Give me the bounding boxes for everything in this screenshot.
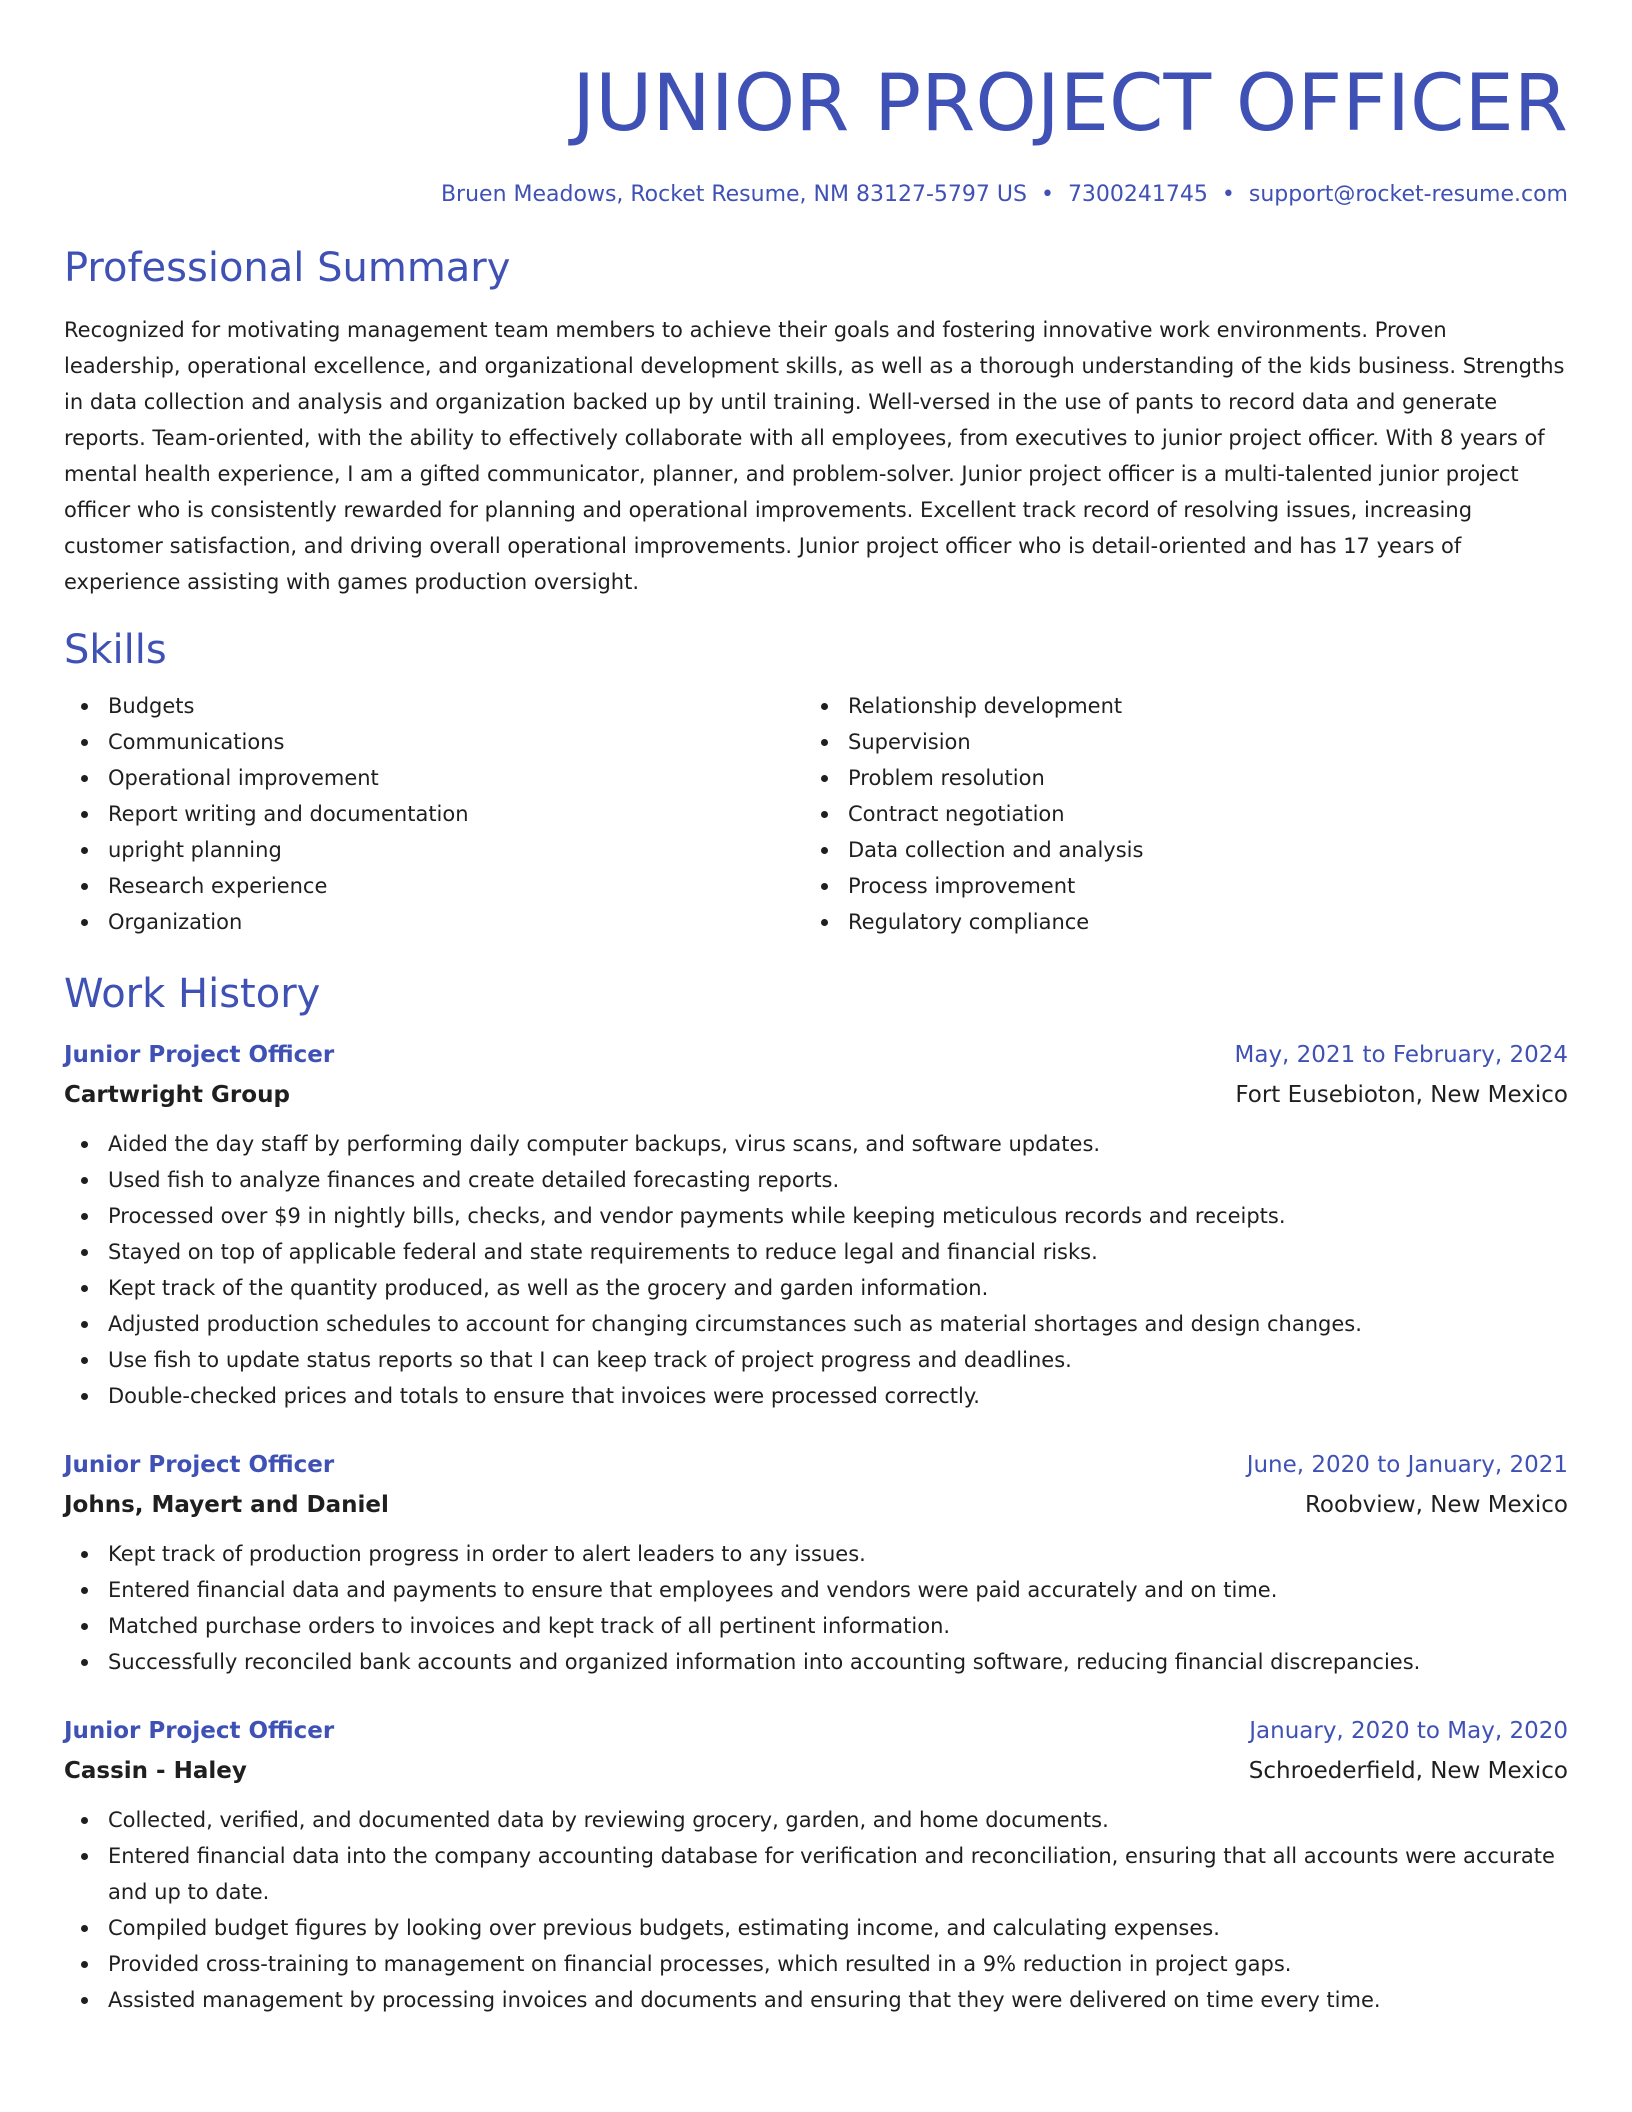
job-company-row (64, 1482, 1568, 1522)
work-history-heading: Work History (64, 971, 321, 1017)
job-bullet: Entered financial data and payments to ensure that employees and vendors were paid accurately and on time. (64, 1572, 1568, 1608)
skills-heading: Skills (64, 627, 167, 673)
skill-item: Report writing and documentation (64, 796, 804, 832)
skill-item: Relationship development (804, 688, 1544, 724)
job-bullet: Kept track of the quantity produced, as well as the grocery and garden information. (64, 1270, 1568, 1306)
job-title: Junior Project Officer (64, 1718, 335, 1744)
summary-heading: Professional Summary (64, 245, 511, 291)
job-bullet: Successfully reconciled bank accounts and organized information into accounting software, reducing financial discrepancies. (64, 1644, 1568, 1680)
job-bullet: Processed over $9 in nightly bills, checks, and vendor payments while keeping meticulous records and receipts. (64, 1198, 1568, 1234)
job-bullet: Double-checked prices and totals to ensure that invoices were processed correctly. (64, 1378, 1568, 1414)
skill-item: Contract negotiation (804, 796, 1544, 832)
job-bullet: Kept track of production progress in order to alert leaders to any issues. (64, 1536, 1568, 1572)
skill-item: Communications (64, 724, 804, 760)
job-bullet: Matched purchase orders to invoices and kept track of all pertinent information. (64, 1608, 1568, 1644)
contact-email[interactable]: support@rocket-resume.com (1248, 182, 1568, 207)
skill-item: Operational improvement (64, 760, 804, 796)
job-entry (64, 1714, 1568, 2018)
skill-item: Regulatory compliance (804, 904, 1544, 940)
job-title: Junior Project Officer (64, 1042, 335, 1068)
job-bullet: Collected, verified, and documented data by reviewing grocery, garden, and home documents. (64, 1802, 1568, 1838)
job-bullet: Assisted management by processing invoices and documents and ensuring that they were delivered on time every time. (64, 1982, 1568, 2018)
job-company-row (64, 1072, 1568, 1112)
job-location: Fort Eusebioton, New Mexico (1235, 1082, 1568, 1108)
job-company: Cassin - Haley (64, 1758, 247, 1784)
skill-item: Process improvement (804, 868, 1544, 904)
job-dates: January, 2020 to May, 2020 (1249, 1718, 1568, 1744)
skill-item: Research experience (64, 868, 804, 904)
skills-column-right (804, 688, 1544, 940)
job-bullets (64, 1802, 1568, 2018)
job-bullet: Provided cross-training to management on financial processes, which resulted in a 9% reduction in project gaps. (64, 1946, 1568, 1982)
job-dates: June, 2020 to January, 2021 (1246, 1452, 1568, 1478)
job-company: Cartwright Group (64, 1082, 290, 1108)
job-bullet: Compiled budget figures by looking over previous budgets, estimating income, and calculating expenses. (64, 1910, 1568, 1946)
job-location: Roobview, New Mexico (1304, 1492, 1568, 1518)
job-entry (64, 1038, 1568, 1414)
job-bullet: Use fish to update status reports so that I can keep track of project progress and deadlines. (64, 1342, 1568, 1378)
skills-column-left (64, 688, 804, 940)
job-bullet: Aided the day staff by performing daily computer backups, virus scans, and software updates. (64, 1126, 1568, 1162)
job-entry (64, 1448, 1568, 1680)
skill-item: Problem resolution (804, 760, 1544, 796)
job-bullet: Stayed on top of applicable federal and state requirements to reduce legal and financial risks. (64, 1234, 1568, 1270)
job-title: Junior Project Officer (64, 1452, 335, 1478)
skills-grid (64, 688, 1568, 940)
resume-title: JUNIOR PROJECT OFFICER (572, 59, 1568, 149)
contact-phone: 7300241745 (1067, 182, 1208, 207)
job-bullet: Used fish to analyze finances and create detailed forecasting reports. (64, 1162, 1568, 1198)
job-bullet: Entered financial data into the company accounting database for verification and reconciliation, ensuring that all accounts were accurate and up to date. (64, 1838, 1568, 1910)
contact-separator: • (1040, 182, 1054, 207)
job-bullets (64, 1126, 1568, 1414)
job-header-row (64, 1714, 1568, 1748)
contact-line (64, 180, 1568, 210)
skill-item: Organization (64, 904, 804, 940)
job-header-row (64, 1448, 1568, 1482)
contact-separator: • (1221, 182, 1235, 207)
skill-item: Supervision (804, 724, 1544, 760)
job-company: Johns, Mayert and Daniel (64, 1492, 389, 1518)
job-dates: May, 2021 to February, 2024 (1234, 1042, 1568, 1068)
contact-address: Bruen Meadows, Rocket Resume, NM 83127-5797 US (440, 182, 1027, 207)
job-company-row (64, 1748, 1568, 1788)
skill-item: Data collection and analysis (804, 832, 1544, 868)
job-bullets (64, 1536, 1568, 1680)
job-bullet: Adjusted production schedules to account for changing circumstances such as material shortages and design changes. (64, 1306, 1568, 1342)
skill-item: upright planning (64, 832, 804, 868)
skill-item: Budgets (64, 688, 804, 724)
job-location: Schroederfield, New Mexico (1248, 1758, 1568, 1784)
summary-text: Recognized for motivating management team members to achieve their goals and fostering innovative work environments. Proven leadership, operational excellence, and organizational development skills, as well as a thorough understanding of the kids business. Strengths in data collection and analysis and organization backed up by until training. Well-versed in the use of pants to record data and generate reports. Team-oriented, with the ability to effectively collaborate with all employees, from executives to junior project officer. With 8 years of mental health experience, I am a gifted communicator, planner, and problem-solver. Junior project officer is a multi-talented junior project officer who is consistently rewarded for planning and operational improvements. Excellent track record of resolving issues, increasing customer satisfaction, and driving overall operational improvements. Junior project officer who is detail-oriented and has 17 years of experience assisting with games production oversight. (64, 318, 1565, 594)
job-header-row (64, 1038, 1568, 1072)
